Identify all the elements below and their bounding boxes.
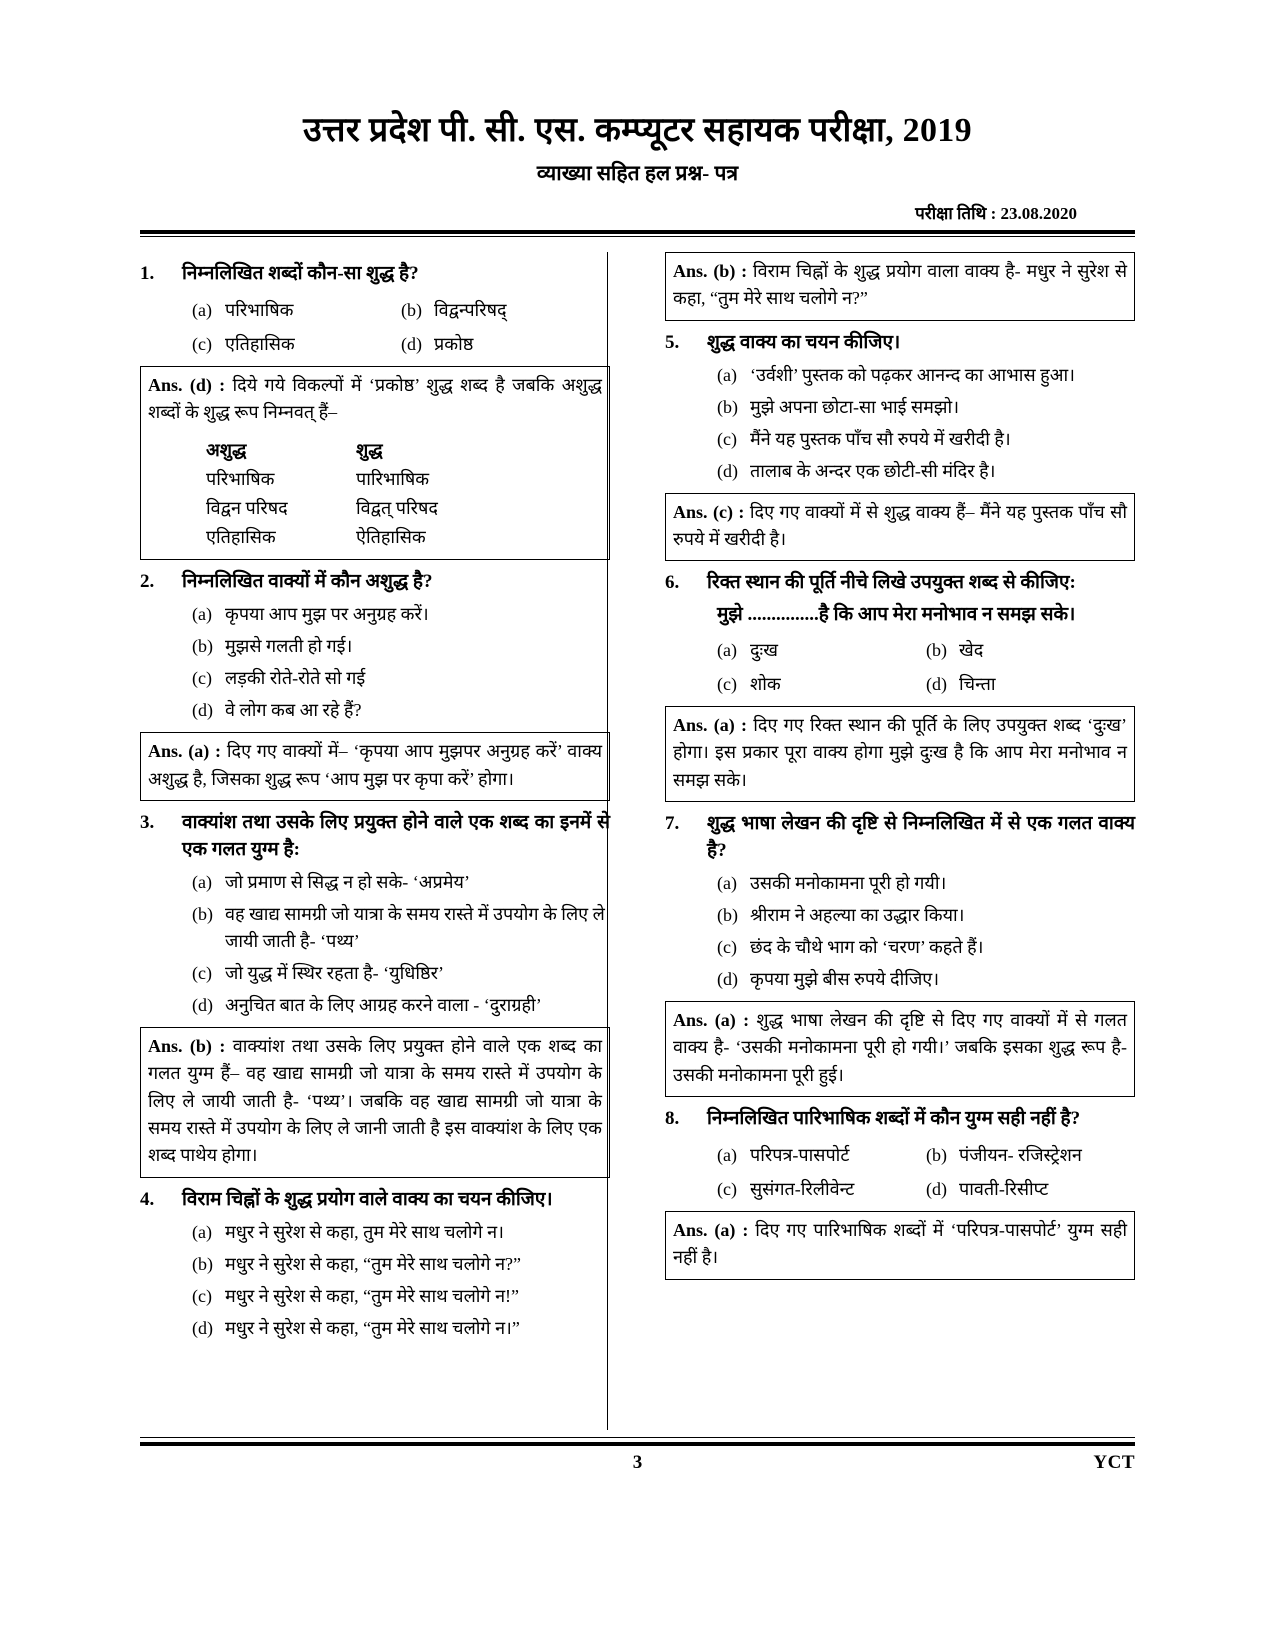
option-list xyxy=(140,290,610,358)
table-header-row xyxy=(206,436,602,465)
option-label: (c) xyxy=(717,428,737,449)
answer-text: वाक्यांश तथा उसके लिए प्रयुक्त होने वाले एक शब्द का गलत युग्म हैं– वह खाद्य सामग्री जो यात्रा के समय रास्ते में उपयोग के लिए ले जायी जाती है- ‘पथ्य’। जबकि वह खाद्य सामग्री जो यात्रा के समय रास्ते में उपयोग के लिए ले जानी जाती है इस वाक्यांश के लिए एक शब्द पाथेय होगा। xyxy=(148,1035,602,1166)
question-block xyxy=(665,1106,1135,1133)
header-rule-thick xyxy=(140,230,1135,234)
table-cell: विद्वत् परिषद xyxy=(356,498,438,518)
question-number: 7. xyxy=(665,812,680,834)
option-item[interactable] xyxy=(717,637,926,664)
answer-box xyxy=(665,493,1135,562)
option-label: (b) xyxy=(192,636,213,657)
footer-rule-thick xyxy=(140,1442,1135,1446)
answer-tag: Ans. (b) : xyxy=(673,261,748,281)
option-label: (a) xyxy=(717,872,737,893)
option-text: कृपया आप मुझ पर अनुग्रह करें। xyxy=(225,604,429,625)
table-row xyxy=(206,523,602,552)
option-label: (d) xyxy=(192,994,213,1015)
question-text: निम्नलिखित पारिभाषिक शब्दों में कौन युग्म सही नहीं है? xyxy=(707,1107,1081,1129)
option-item[interactable] xyxy=(926,637,1135,664)
fill-in-blank-sentence: मुझे ...............है कि आप मेरा मनोभाव न समझ सके। xyxy=(717,604,1076,626)
question-number: 8. xyxy=(665,1107,680,1129)
option-label: (b) xyxy=(192,903,213,924)
option-label: (c) xyxy=(717,1178,737,1199)
answer-tag: Ans. (a) : xyxy=(673,1009,750,1030)
option-text: मधुर ने सुरेश से कहा, तुम मेरे साथ चलोगे न। xyxy=(225,1221,504,1242)
option-text: परिपत्र-पासपोर्ट xyxy=(750,1144,850,1165)
option-text: पावती-रिसीप्ट xyxy=(959,1178,1049,1199)
answer-box xyxy=(140,366,610,560)
option-item[interactable] xyxy=(717,426,1135,453)
option-list xyxy=(665,1135,1135,1203)
option-label: (b) xyxy=(926,639,947,660)
option-item[interactable] xyxy=(717,870,1135,897)
option-item[interactable] xyxy=(192,1251,610,1278)
option-text: मुझसे गलती हो गई। xyxy=(225,636,353,657)
publisher-brand: YCT xyxy=(1093,1452,1135,1473)
option-label: (d) xyxy=(192,1317,213,1338)
option-label: (c) xyxy=(192,668,212,689)
option-item[interactable] xyxy=(192,869,610,896)
option-item[interactable] xyxy=(717,1142,926,1169)
table-cell: पारिभाषिक xyxy=(356,468,430,489)
option-text: कृपया मुझे बीस रुपये दीजिए। xyxy=(750,968,940,989)
table-row xyxy=(206,494,602,523)
option-item[interactable] xyxy=(192,960,610,987)
option-text: मधुर ने सुरेश से कहा, “तुम मेरे साथ चलोगे न!” xyxy=(225,1285,520,1306)
option-text: प्रकोष्ठ xyxy=(434,333,474,354)
option-label: (d) xyxy=(926,1178,947,1199)
exam-title: उत्तर प्रदेश पी. सी. एस. कम्प्यूटर सहायक परीक्षा, 2019 xyxy=(303,112,972,149)
question-number: 4. xyxy=(140,1188,155,1210)
question-block xyxy=(665,330,1135,357)
answer-box xyxy=(665,1211,1135,1280)
answer-text: दिये गये विकल्पों में ‘प्रकोष्ठ’ शुद्ध शब्द है जबकि अशुद्ध शब्दों के शुद्ध रूप निम्नवत् हैं– xyxy=(148,374,602,423)
option-text: दुःख xyxy=(750,639,778,660)
option-label: (d) xyxy=(717,460,738,481)
answer-text: शुद्ध भाषा लेखन की दृष्टि से दिए गए वाक्यों में से गलत वाक्य है- ‘उसकी मनोकामना पूरी हो गयी।’ जबकि इसका शुद्ध रूप है- उसकी मनोकामना पूरी हुई। xyxy=(673,1009,1128,1085)
option-item[interactable] xyxy=(717,902,1135,929)
option-label: (d) xyxy=(717,968,738,989)
option-text: जो प्रमाण से सिद्ध न हो सके- ‘अप्रमेय’ xyxy=(225,871,470,892)
option-text: छंद के चौथे भाग को ‘चरण’ कहते हैं। xyxy=(750,936,984,957)
question-number: 5. xyxy=(665,331,680,353)
option-item[interactable] xyxy=(717,1176,926,1203)
option-item[interactable] xyxy=(926,671,1135,698)
answer-box xyxy=(140,732,610,801)
option-label: (c) xyxy=(192,962,212,983)
page-number: 3 xyxy=(632,1452,643,1473)
table-cell: ऐतिहासिक xyxy=(356,527,426,548)
option-text: वह खाद्य सामग्री जो यात्रा के समय रास्ते में उपयोग के लिए ले जायी जाती है- ‘पथ्य’ xyxy=(225,903,605,951)
answer-box xyxy=(665,1001,1135,1097)
answer-tag: Ans. (a) : xyxy=(673,1219,749,1240)
option-list xyxy=(140,869,610,1019)
answer-tag: Ans. (c) : xyxy=(673,501,745,522)
answer-text: दिए गए वाक्यों में से शुद्ध वाक्य हैं– मैंने यह पुस्तक पाँच सौ रुपये में खरीदी है। xyxy=(673,501,1127,550)
question-block xyxy=(140,261,610,288)
question-text: रिक्त स्थान की पूर्ति नीचे लिखे उपयुक्त शब्द से कीजिए: xyxy=(707,572,1076,594)
question-block xyxy=(665,570,1135,597)
option-item[interactable] xyxy=(401,331,610,358)
option-label: (b) xyxy=(926,1144,947,1165)
option-item[interactable] xyxy=(192,601,610,628)
option-label: (b) xyxy=(717,904,738,925)
option-item[interactable] xyxy=(192,992,610,1019)
option-item[interactable] xyxy=(926,1142,1135,1169)
option-label: (d) xyxy=(926,673,947,694)
option-label: (c) xyxy=(717,936,737,957)
option-label: (a) xyxy=(192,604,212,625)
option-text: परिभाषिक xyxy=(225,299,294,320)
option-text: तालाब के अन्दर एक छोटी-सी मंदिर है। xyxy=(750,460,996,481)
footer-rule-thin xyxy=(140,1437,1135,1438)
answer-text: दिए गए पारिभाषिक शब्दों में ‘परिपत्र-पासपोर्ट’ युग्म सही नहीं है। xyxy=(673,1219,1128,1268)
option-item[interactable] xyxy=(192,1283,610,1310)
option-text: मधुर ने सुरेश से कहा, “तुम मेरे साथ चलोगे न?” xyxy=(225,1253,522,1274)
question-text: शुद्ध वाक्य का चयन कीजिए। xyxy=(707,331,901,353)
exam-subtitle: व्याख्या सहित हल प्रश्न- पत्र xyxy=(536,161,739,186)
option-list xyxy=(665,362,1135,485)
option-label: (a) xyxy=(717,364,737,385)
two-column-body xyxy=(140,252,1135,1342)
option-text: सुसंगत-रिलीवेन्ट xyxy=(750,1178,855,1199)
option-text: शोक xyxy=(750,673,781,694)
option-label: (b) xyxy=(401,299,422,320)
question-text: विराम चिह्नों के शुद्ध प्रयोग वाले वाक्य का चयन कीजिए। xyxy=(182,1188,553,1210)
option-label: (c) xyxy=(717,673,737,694)
option-list xyxy=(665,630,1135,698)
option-item[interactable] xyxy=(192,901,610,955)
question-text: वाक्यांश तथा उसके लिए प्रयुक्त होने वाले एक शब्द का इनमें से एक गलत युग्म है: xyxy=(182,812,610,860)
question-text: निम्नलिखित वाक्यों में कौन अशुद्ध है? xyxy=(182,571,433,593)
option-text: चिन्ता xyxy=(959,673,996,694)
answer-tag: Ans. (b) : xyxy=(148,1035,226,1056)
question-block xyxy=(140,1187,610,1214)
word-correction-table xyxy=(148,436,602,553)
option-item[interactable] xyxy=(192,697,610,724)
question-number: 3. xyxy=(140,812,155,833)
option-text: वे लोग कब आ रहे हैं? xyxy=(225,700,362,721)
option-item[interactable] xyxy=(717,934,1135,961)
option-text: श्रीराम ने अहल्या का उद्धार किया। xyxy=(750,904,965,925)
option-item[interactable] xyxy=(717,458,1135,485)
option-text: अनुचित बात के लिए आग्रह करने वाला - ‘दुराग्रही’ xyxy=(225,994,542,1015)
table-cell: एतिहासिक xyxy=(206,527,276,548)
option-label: (a) xyxy=(717,639,737,660)
option-item[interactable] xyxy=(717,671,926,698)
question-block xyxy=(140,569,610,596)
option-label: (a) xyxy=(717,1144,737,1165)
option-item[interactable] xyxy=(192,665,610,692)
option-text: पंजीयन- रजिस्ट्रेशन xyxy=(959,1144,1082,1165)
option-list xyxy=(140,1219,610,1342)
right-column xyxy=(665,252,1135,1342)
option-list xyxy=(665,870,1135,993)
option-item[interactable] xyxy=(192,1219,610,1246)
option-label: (a) xyxy=(192,1221,212,1242)
option-item[interactable] xyxy=(717,966,1135,993)
option-item[interactable] xyxy=(717,394,1135,421)
answer-tag: Ans. (d) : xyxy=(148,374,226,395)
option-text: ‘उर्वशी’ पुस्तक को पढ़कर आनन्द का आभास हुआ। xyxy=(750,364,1075,385)
header-rule-thin xyxy=(140,236,1135,237)
question-number: 6. xyxy=(665,572,680,594)
answer-box xyxy=(665,252,1135,321)
answer-text: दिए गए वाक्यों में– ‘कृपया आप मुझपर अनुग्रह करें’ वाक्य अशुद्ध है, जिसका शुद्ध रूप ‘आप मुझ पर कृपा करें’ होगा। xyxy=(148,741,603,789)
option-label: (c) xyxy=(192,333,212,354)
option-text: मुझे अपना छोटा-सा भाई समझो। xyxy=(750,396,960,417)
option-text: जो युद्ध में स्थिर रहता है- ‘युधिष्ठिर’ xyxy=(225,962,444,983)
table-cell: विद्वन परिषद xyxy=(206,498,288,518)
option-item[interactable] xyxy=(401,297,610,324)
answer-tag: Ans. (a) : xyxy=(148,741,222,762)
option-text: मधुर ने सुरेश से कहा, “तुम मेरे साथ चलोगे न।” xyxy=(225,1317,520,1338)
left-column xyxy=(140,252,610,1342)
option-label: (c) xyxy=(192,1285,212,1306)
page-header xyxy=(0,0,1275,187)
question-number: 1. xyxy=(140,263,155,284)
option-label: (d) xyxy=(401,333,422,354)
option-item[interactable] xyxy=(192,297,401,324)
option-label: (a) xyxy=(192,871,212,892)
option-item[interactable] xyxy=(926,1176,1135,1203)
question-block xyxy=(140,810,610,864)
question-number: 2. xyxy=(140,571,155,593)
option-item[interactable] xyxy=(192,1315,610,1342)
table-cell: परिभाषिक xyxy=(206,468,275,489)
option-item[interactable] xyxy=(192,633,610,660)
option-text: मैंने यह पुस्तक पाँच सौ रुपये में खरीदी है। xyxy=(750,428,1011,449)
answer-box xyxy=(140,1027,610,1178)
option-label: (b) xyxy=(717,396,738,417)
option-label: (a) xyxy=(192,299,212,320)
table-row xyxy=(206,465,602,494)
option-text: उसकी मनोकामना पूरी हो गयी। xyxy=(750,872,947,893)
page-footer xyxy=(140,1452,1135,1474)
table-header-cell: अशुद्ध xyxy=(206,439,247,460)
option-text: एतिहासिक xyxy=(225,333,295,354)
answer-text: विराम चिह्नों के शुद्ध प्रयोग वाला वाक्य है- मधुर ने सुरेश से कहा, “तुम मेरे साथ चलोगे न?” xyxy=(673,261,1127,309)
option-text: विद्वन्परिषद् xyxy=(434,299,507,320)
option-text: खेद xyxy=(959,639,984,660)
question-text: शुद्ध भाषा लेखन की दृष्टि से निम्नलिखित में से एक गलत वाक्य है? xyxy=(707,812,1135,861)
table-header-cell: शुद्ध xyxy=(356,439,383,460)
answer-box xyxy=(665,706,1135,802)
question-block xyxy=(665,811,1135,865)
answer-tag: Ans. (a) : xyxy=(673,714,747,735)
exam-date: परीक्षा तिथि : 23.08.2020 xyxy=(915,204,1077,224)
option-label: (d) xyxy=(192,700,213,721)
option-item[interactable] xyxy=(717,362,1135,389)
option-list xyxy=(140,601,610,724)
option-text: लड़की रोते-रोते सो गई xyxy=(225,668,366,689)
option-label: (b) xyxy=(192,1253,213,1274)
question-text: निम्नलिखित शब्दों कौन-सा शुद्ध है? xyxy=(182,263,419,284)
answer-text: दिए गए रिक्त स्थान की पूर्ति के लिए उपयुक्त शब्द ‘दुःख’ होगा। इस प्रकार पूरा वाक्य होगा मुझे दुःख है कि आप मेरा मनोभाव न समझ सके। xyxy=(673,714,1128,790)
option-item[interactable] xyxy=(192,331,401,358)
